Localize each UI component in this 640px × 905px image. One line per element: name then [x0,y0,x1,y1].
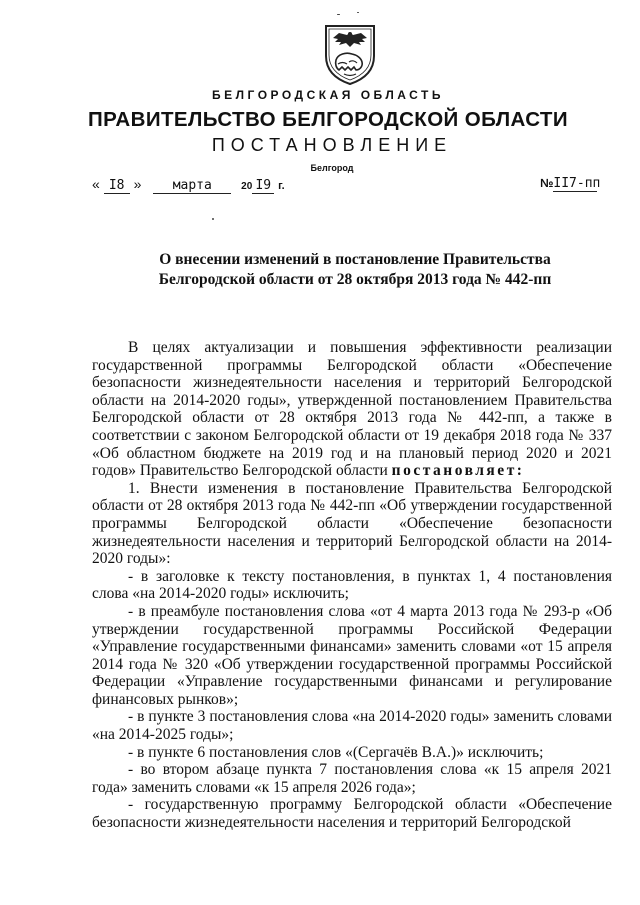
date-close-quote: » [133,176,142,192]
date-year-suffix: г. [278,180,285,192]
city-label: Белгород [310,163,354,173]
decree-number [540,176,601,192]
region-heading: БЕЛГОРОДСКАЯ ОБЛАСТЬ [212,88,444,102]
date-year: I9 [252,178,274,194]
amendment-preamble-paragraph: - в преамбуле постановления слова «от 4 марта 2013 года № 293-р «Об утверждении государственной программы Российской Федерации «Управление государственными финансами» заменить словами «от 15 апреля 2014 года № 320 «Об утверждении государственной программы Российской Федерации «Управление государственными финансами и регулирование финансовых рынков»; [92,602,612,708]
amendment-item6-paragraph: - в пункте 6 постановления слов «(Сергачёв В.А.)» исключить; [128,743,544,761]
decree-body [92,339,612,832]
title-line-1: О внесении изменений в постановление Правительства [159,251,551,268]
document-type-heading: ПОСТАНОВЛЕНИЕ [211,135,453,155]
amendment-program-paragraph: - государственную программу Белгородской области «Обеспечение безопасности жизнедеятельности населения и территорий Белгородской [92,796,612,832]
intro-paragraph [92,339,612,480]
number-value: II7-пп [553,176,601,191]
scan-speck [337,14,340,15]
amendment-heading-paragraph: - в заголовке к тексту постановления, в пунктах 1, 4 постановления слова «на 2014-2020 годы» исключить; [92,567,612,603]
scan-speck [212,218,214,220]
amendment-item7-paragraph: - во втором абзаце пункта 7 постановления слова «к 15 апреля 2021 года» заменить словами «к 15 апреля 2026 года»; [92,761,612,796]
number-prefix: № [540,176,554,190]
title-line-2: Белгородской области от 28 октября 2013 года № 442-пп [158,271,552,288]
amendment-item3-paragraph: - в пункте 3 постановления слова «на 2014-2020 годы» заменить словами «на 2014-2025 годы»; [92,708,612,744]
item-1-paragraph: 1. Внести изменения в постановление Правительства Белгородской области от 28 октября 2013 года № 442-пп «Об утверждении государственной программы Белгородской области «Обеспечение безопасности жизнедеятельности населения и территорий Белгородской области на 2014-2020 годы»: [92,479,612,568]
coat-of-arms-emblem [322,22,378,86]
intro-text: В целях актуализации и повышения эффективности реализации государственной программы Белгородской области «Обеспечение безопасности жизнедеятельности населения и территорий Белгородской области на 2014-2020 годы», утвержденной постановлением Правительства Белгородской области от 28 октября 2013 года № 442-пп, а также в соответствии с законом Белгородской области от 19 декабря 2018 года № 337 «Об областном бюджете на 2019 год и на плановый период 2020 и 2021 годов» Правительство Белгородской области [92,339,612,480]
date-open-quote: « [92,176,100,192]
date-month: марта [153,178,231,194]
decree-date [92,176,285,194]
resolves-emphasis: постановляет: [391,462,525,480]
scan-speck [357,12,359,13]
date-year-prefix: 20 [241,181,253,192]
date-day: I8 [104,178,130,194]
government-heading: ПРАВИТЕЛЬСТВО БЕЛГОРОДСКОЙ ОБЛАСТИ [88,108,568,131]
decree-title [60,250,640,290]
